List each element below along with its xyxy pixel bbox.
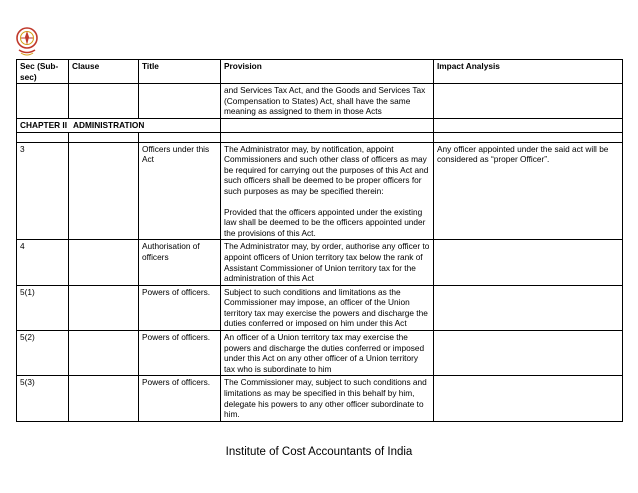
sec-cell: 5(3) bbox=[17, 376, 69, 421]
chapter-heading-row bbox=[17, 118, 623, 132]
column-header-clause: Clause bbox=[69, 60, 139, 84]
table-row bbox=[17, 285, 623, 330]
provision-paragraph: The Administrator may, by notification, appoint Commissioners and such other class of officers as may be required for carrying out the purposes of this Act and such officers shall be deemed to be proper officers for such purposes as may be specified therein: bbox=[224, 143, 429, 196]
chapter-number: CHAPTER II bbox=[20, 119, 68, 130]
provision-cell bbox=[221, 132, 434, 142]
table-row bbox=[17, 376, 623, 421]
clause-cell bbox=[69, 376, 139, 421]
clause-cell bbox=[69, 142, 139, 240]
table-header-row bbox=[17, 60, 623, 84]
sec-cell: 5(1) bbox=[17, 285, 69, 330]
spacer-row bbox=[17, 132, 623, 142]
table-row bbox=[17, 240, 623, 285]
provision-cell bbox=[221, 142, 434, 240]
impact-cell bbox=[434, 118, 623, 132]
clause-cell bbox=[69, 331, 139, 376]
provision-cell: The Administrator may, by order, authorise any officer to appoint officers of Union territory tax below the rank of Assistant Commissioner of Union territory tax for the administration of this Act bbox=[221, 240, 434, 285]
provision-proviso: Provided that the officers appointed under the existing law shall be deemed to be the officers appointed under the provisions of this Act. bbox=[224, 206, 426, 238]
impact-cell bbox=[434, 132, 623, 142]
institute-emblem-logo bbox=[15, 26, 39, 58]
sec-cell bbox=[17, 84, 69, 119]
title-cell: Powers of officers. bbox=[139, 376, 221, 421]
impact-cell bbox=[434, 240, 623, 285]
column-header-title: Title bbox=[139, 60, 221, 84]
provision-cell: The Commissioner may, subject to such conditions and limitations as may be specified in this behalf by him, delegate his powers to any other officer subordinate to him. bbox=[221, 376, 434, 421]
provision-cell: An officer of a Union territory tax may exercise the powers and discharge the duties conferred or imposed under this Act on any other officer of a Union territory tax who is subordinate to him bbox=[221, 331, 434, 376]
chapter-name: ADMINISTRATION bbox=[73, 119, 145, 130]
column-header-provision: Provision bbox=[221, 60, 434, 84]
sec-cell: 3 bbox=[17, 142, 69, 240]
sec-cell: 4 bbox=[17, 240, 69, 285]
title-cell: Powers of officers. bbox=[139, 285, 221, 330]
title-cell bbox=[139, 84, 221, 119]
chapter-heading bbox=[17, 118, 221, 132]
sec-cell: 5(2) bbox=[17, 331, 69, 376]
impact-cell: Any officer appointed under the said act will be considered as “proper Officer”. bbox=[434, 142, 623, 240]
clause-cell bbox=[69, 132, 139, 142]
provision-cell bbox=[221, 118, 434, 132]
impact-cell bbox=[434, 285, 623, 330]
table-row bbox=[17, 331, 623, 376]
table-row bbox=[17, 84, 623, 119]
clause-cell bbox=[69, 285, 139, 330]
column-header-sec: Sec (Sub-sec) bbox=[17, 60, 69, 84]
impact-cell bbox=[434, 376, 623, 421]
impact-cell bbox=[434, 331, 623, 376]
title-cell: Powers of officers. bbox=[139, 331, 221, 376]
column-header-impact: Impact Analysis bbox=[434, 60, 623, 84]
sec-cell bbox=[17, 132, 69, 142]
clause-cell bbox=[69, 84, 139, 119]
clause-cell bbox=[69, 240, 139, 285]
title-cell: Authorisation of officers bbox=[139, 240, 221, 285]
title-cell bbox=[139, 132, 221, 142]
page-footer: Institute of Cost Accountants of India bbox=[225, 446, 413, 458]
table-row bbox=[17, 142, 623, 240]
impact-cell bbox=[434, 84, 623, 119]
provision-cell: Subject to such conditions and limitations as the Commissioner may impose, an officer of the Union territory tax may exercise the powers and discharge the duties conferred or imposed on him under this Act bbox=[221, 285, 434, 330]
provision-cell: and Services Tax Act, and the Goods and Services Tax (Compensation to States) Act, shall have the same meaning as assigned to them in those Acts bbox=[221, 84, 434, 119]
provisions-table bbox=[16, 59, 623, 422]
title-cell: Officers under this Act bbox=[139, 142, 221, 240]
